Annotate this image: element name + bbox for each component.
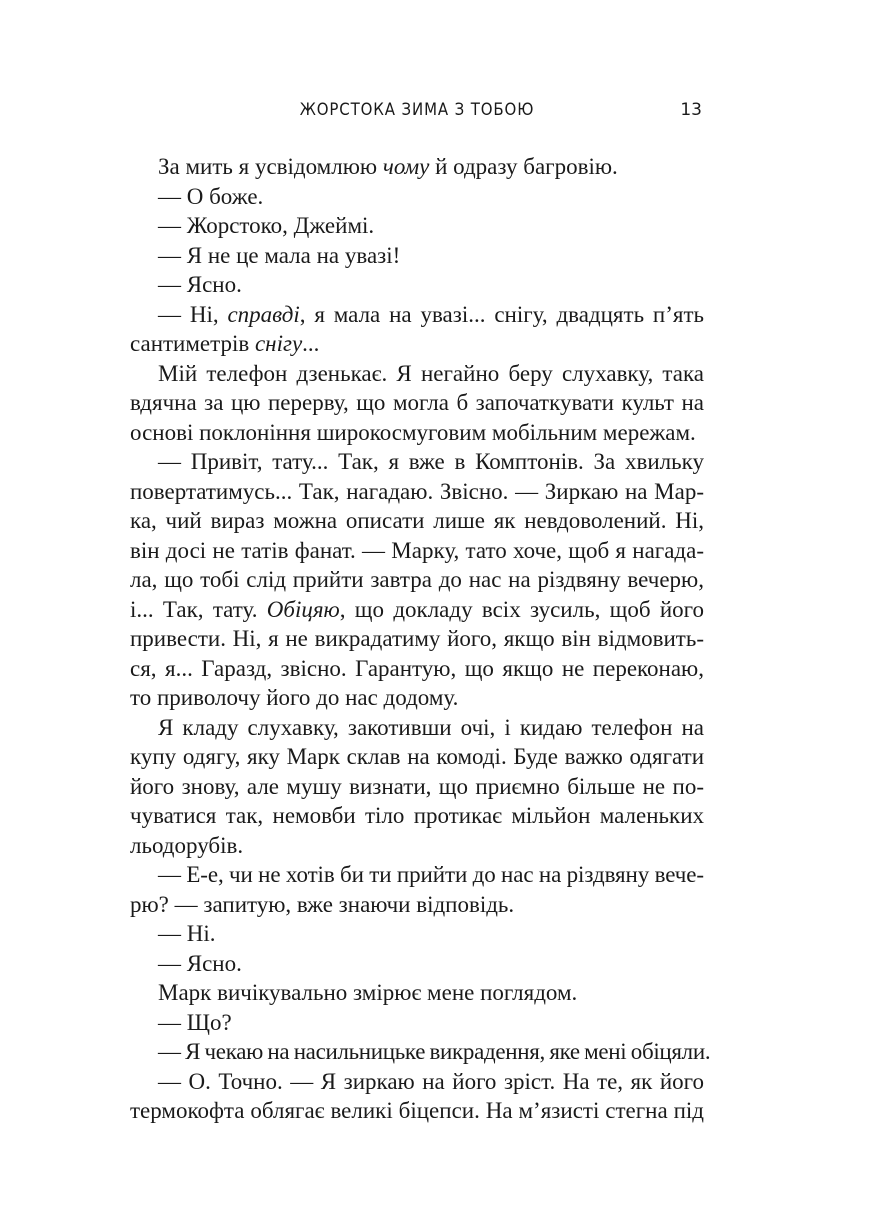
- text-line: [130, 801, 704, 831]
- text-segment: — Ні,: [158, 301, 228, 327]
- text-segment: і... Так, тату.: [130, 596, 267, 622]
- text-line: [130, 536, 704, 566]
- text-line: [130, 359, 704, 389]
- text-segment: то приволочу його до нас додому.: [130, 685, 459, 710]
- text-segment: — Е-е, чи не хотів би ти прийти до нас на різдвяну вече-: [158, 862, 704, 887]
- text-segment: — Ні.: [158, 921, 216, 946]
- text-segment: термокофта облягає великі біцепси. На м’язисті стегна під: [130, 1098, 704, 1123]
- text-line: [130, 654, 704, 684]
- text-segment: чуватися так, немовби тіло протикає мільйон маленьких: [130, 803, 704, 828]
- text-line: [130, 182, 704, 212]
- text-segment: ка, чий вираз можна описати лише як невдоволений. Ні,: [130, 508, 704, 533]
- text-segment: й одразу багровію.: [429, 154, 618, 179]
- text-segment: льодорубів.: [130, 832, 244, 858]
- running-title: ЖОРСТОКА ЗИМА З ТОБОЮ: [299, 100, 535, 120]
- text-line: [130, 241, 704, 271]
- text-segment: повертатимусь... Так, нагадаю. Звісно. — Зиркаю на Мар-: [130, 478, 704, 504]
- text-segment: — О. Точно. — Я зиркаю на його зріст. На те, як його: [158, 1068, 704, 1094]
- text-line: [130, 300, 704, 330]
- text-line: [130, 270, 704, 300]
- text-line: [130, 506, 704, 536]
- italic-emphasis: чому: [382, 154, 430, 179]
- text-segment: — Я чекаю на насильницьке викрадення, яке мені обіцяли.: [158, 1039, 711, 1064]
- text-segment: ла, що тобі слід прийти завтра до нас на різдвяну вечерю,: [130, 567, 704, 592]
- text-line: [130, 1037, 711, 1067]
- text-segment: рю? — запитую, вже знаючи відповідь.: [130, 891, 515, 917]
- text-segment: — Ясно.: [158, 950, 242, 976]
- text-line: [130, 1008, 704, 1038]
- text-segment: вдячна за цю перерву, що могла б започаткувати культ на: [130, 390, 704, 415]
- body-text: [130, 152, 711, 1126]
- text-segment: Мій телефон дзенькає. Я негайно беру слухавку, така: [158, 360, 704, 386]
- text-line: [130, 713, 704, 743]
- text-segment: Я кладу слухавку, закотивши очі, і кидаю телефон на: [158, 714, 704, 740]
- text-line: [130, 418, 704, 448]
- text-line: [130, 949, 704, 979]
- text-segment: основі поклоніння широкосмуговим мобільним мережам.: [130, 419, 696, 445]
- text-segment: він досі не татів фанат. — Марку, тато хоче, щоб я нагада-: [130, 537, 704, 563]
- text-segment: купу одягу, яку Марк склав на комоді. Буде важко одягати: [130, 744, 704, 769]
- text-segment: За мить я усвідомлюю: [158, 154, 383, 179]
- text-segment: привести. Ні, я не викрадатиму його, якщо він відмовить-: [130, 626, 704, 651]
- text-line: [130, 772, 704, 802]
- text-segment: — Ясно.: [158, 272, 242, 297]
- italic-emphasis: снігу: [254, 331, 303, 356]
- italic-emphasis: справді: [227, 301, 300, 327]
- text-line: [130, 447, 704, 477]
- text-line: [130, 1067, 704, 1097]
- text-line: [130, 978, 704, 1008]
- italic-emphasis: Обіцяю: [266, 596, 340, 622]
- page-number: 13: [680, 100, 702, 120]
- text-line: [130, 860, 704, 890]
- text-segment: — Я не це мала на увазі!: [158, 242, 401, 268]
- running-head: [130, 98, 704, 128]
- text-segment: Марк вичікувально змірює мене поглядом.: [158, 980, 578, 1005]
- text-segment: — Привіт, тату... Так, я вже в Комптонів. За хвильку: [158, 449, 704, 474]
- text-line: [130, 890, 704, 920]
- text-line: [130, 477, 704, 507]
- text-line: [130, 742, 704, 772]
- text-line: [130, 152, 704, 182]
- text-line: [130, 831, 704, 861]
- text-segment: — О боже.: [158, 183, 264, 209]
- text-line: [130, 565, 704, 595]
- text-line: [130, 919, 704, 949]
- text-line: [130, 329, 704, 359]
- text-segment: ...: [302, 331, 320, 356]
- text-line: [130, 595, 704, 625]
- text-segment: — Жорстоко, Джеймі.: [158, 213, 375, 238]
- text-line: [130, 624, 704, 654]
- text-line: [130, 388, 704, 418]
- text-line: [130, 1096, 704, 1126]
- text-segment: , що докладу всіх зусиль, щоб його: [339, 596, 705, 622]
- text-segment: — Що?: [158, 1009, 232, 1035]
- text-segment: ся, я... Гаразд, звісно. Гарантую, що якщо не переконаю,: [130, 655, 704, 681]
- text-segment: , я мала на увазі... снігу, двадцять п’ять: [299, 301, 704, 327]
- text-line: [130, 211, 704, 241]
- text-line: [130, 683, 704, 713]
- text-segment: його знову, але мушу визнати, що приємно більше не по-: [130, 773, 704, 799]
- text-segment: сантиметрів: [130, 331, 255, 356]
